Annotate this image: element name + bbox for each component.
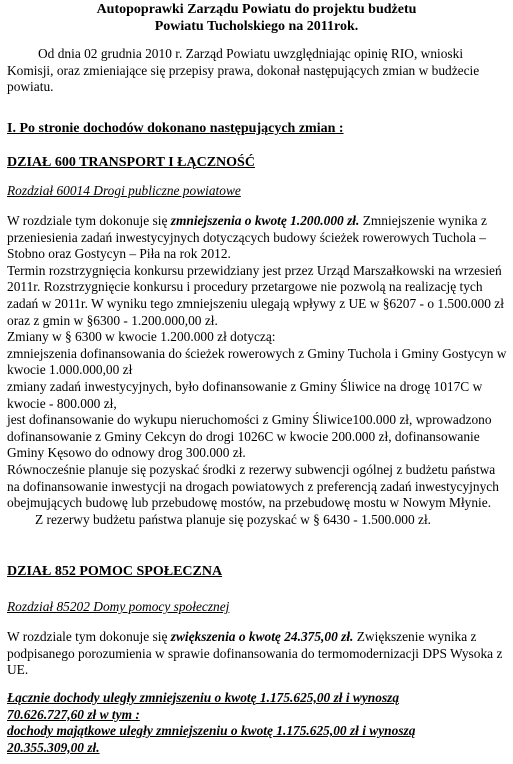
dzial-600-paragraph-5: zmiany zadań inwestycyjnych, było dofinansowanie z Gminy Śliwice na drogę 1017C w kwocie - 800.000 zł, (7, 378, 483, 411)
dzial-600-paragraph-2: Termin rozstrzygnięcia konkursu przewidziany jest przez Urząd Marszałkowski na wrzesień 2011r. Rozstrzygnięcie konkursu i procedury przetargowe nie pozwolą na realizację tych zadań w 2011r. W wyniku tego zmniejszeniu ulegają wpływy z UE w §6207 - o 1.500.000 zł oraz z gmin w §6300 - 1.200.000,00 zł. (7, 262, 504, 328)
intro-paragraph: Od dnia 02 grudnia 2010 r. Zarząd Powiatu uwzględniając opinię RIO, wnioski Komisji, oraz zmieniające się przepisy prawa, dokonał następujących zmian w budżecie powiatu. (7, 46, 480, 95)
summary-line-3: dochody majątkowe uległy zmniejszeniu o kwotę 1.175.625,00 zł i wynoszą (7, 723, 416, 739)
dzial-600-heading: DZIAŁ 600 TRANSPORT I ŁĄCZNOŚĆ (7, 155, 255, 170)
dzial-600-paragraph-7: Równocześnie planuje się pozyskać środki z rezerwy subwencji ogólnej z budżetu państwa na dofinansowanie inwestycji na drogach powiatowych z preferencją zadań inwestycyjnych obejmujących budowę lub przebudowę mostów, na przebudowę mostu w Nowym Młynie. (7, 461, 499, 511)
summary-line-1: Łącznie dochody uległy zmniejszeniu o kwotę 1.175.625,00 zł i wynoszą (7, 690, 400, 705)
dzial-600-paragraph-4: zmniejszenia dofinansowania do ścieżek rowerowych z Gminy Tuchola i Gminy Gostycyn w kwocie 1.000.000,00 zł (7, 345, 507, 378)
dzial-852-paragraph-1 (7, 629, 507, 679)
p1-lead: W rozdziale tym dokonuje się (7, 213, 171, 228)
document-title-line1: Autopoprawki Zarządu Powiatu do projektu budżetu (96, 2, 417, 17)
p1-rest: Zwiększenie wynika z podpisanego porozumienia w sprawie dofinansowania do termomodernizacji DPS Wysoka z UE. (7, 629, 503, 678)
dzial-600-paragraph-8: Z rezerwy budżetu państwa planuje się pozyskać w § 6430 - 1.500.000 zł. (35, 511, 432, 527)
rozdzial-85202-heading: Rozdział 85202 Domy pomocy społecznej (7, 599, 230, 614)
p1-amount: zwiększenia o kwotę 24.375,00 zł. (170, 629, 354, 644)
dzial-600-paragraph-6: jest dofinansowanie do wykupu nieruchomości z Gminy Śliwice100.000 zł, wprowadzono dofinansowanie z Gminy Cekcyn do drogi 1026C w kwocie 200.000 zł, dofinansowanie Gminy Kęsowo do odnowy drog 300.000 zł. (7, 412, 492, 461)
dzial-600-paragraph-1 (7, 213, 507, 263)
income-summary (7, 690, 415, 756)
dzial-852-heading: DZIAŁ 852 POMOC SPOŁECZNA (7, 564, 223, 579)
dzial-852-body (7, 629, 507, 679)
summary-line-2: 70.626.727,60 zł w tym : (7, 706, 140, 722)
p1-rest: Zmniejszenie wynika z przeniesienia zadań inwestycyjnych dotyczących budowy ścieżek rowerowych Tuchola – Stobno oraz Gostycyn – Piła na rok 2012. (7, 213, 487, 262)
document-title-line2: Powiatu Tucholskiego na 2011rok. (154, 19, 359, 34)
p1-lead: W rozdziale tym dokonuje się (7, 629, 171, 644)
section-heading-income: I. Po stronie dochodów dokonano następujących zmian : (7, 121, 344, 136)
p1-amount: zmniejszenia o kwotę 1.200.000 zł. (170, 213, 360, 228)
dzial-600-body (7, 213, 507, 528)
rozdzial-60014-heading: Rozdział 60014 Drogi publiczne powiatowe (7, 183, 241, 198)
summary-line-4: 20.355.309,00 zł. (7, 739, 100, 755)
dzial-600-paragraph-3: Zmiany w § 6300 w kwocie 1.200.000 zł dotyczą: (7, 329, 276, 345)
